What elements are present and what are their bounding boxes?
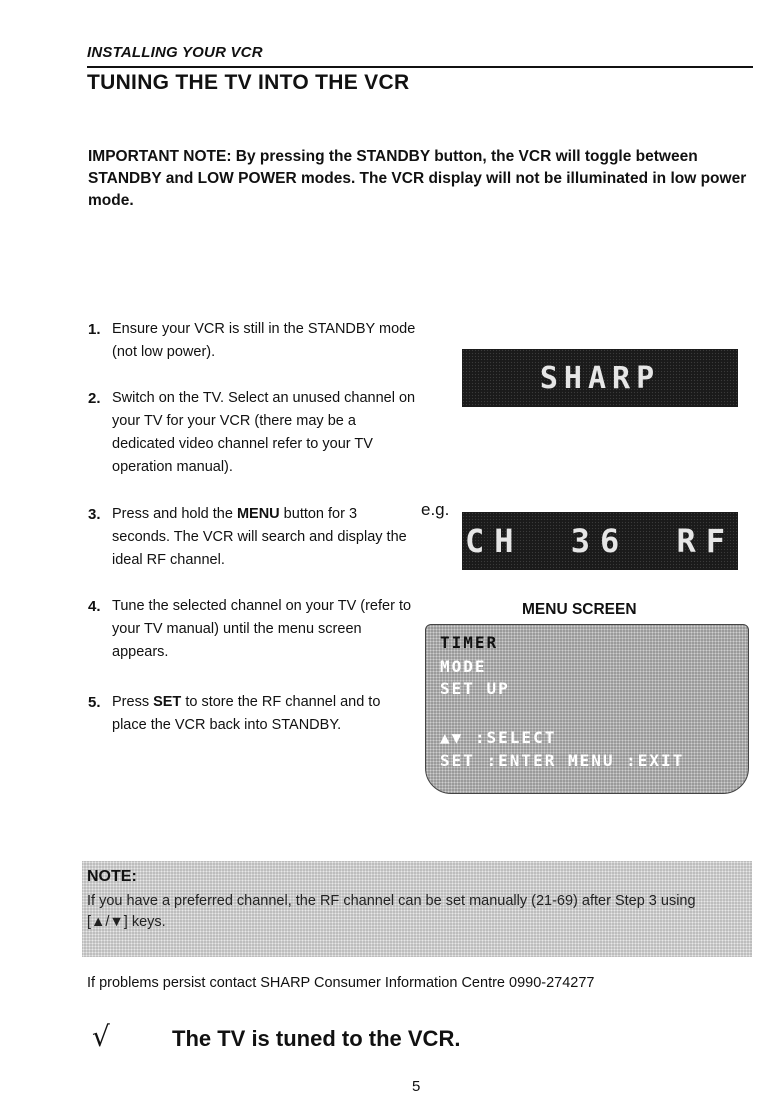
page-title: TUNING THE TV INTO THE VCR bbox=[87, 71, 410, 94]
menu-item-mode: MODE bbox=[440, 657, 487, 676]
menu-key-label: MENU bbox=[236, 506, 280, 522]
step-text-pre: Press bbox=[112, 694, 154, 710]
step-5 bbox=[88, 691, 418, 737]
step-text bbox=[112, 503, 418, 572]
menu-hint-enter-exit: SET :ENTER MENU :EXIT bbox=[440, 751, 685, 770]
menu-screen-title: MENU SCREEN bbox=[522, 601, 637, 618]
step-4 bbox=[88, 595, 418, 664]
step-number: 2. bbox=[88, 390, 101, 407]
step-number: 1. bbox=[88, 321, 101, 338]
step-text-post: button for 3 seconds. The VCR will search and display the ideal RF channel. bbox=[112, 506, 407, 568]
menu-item-timer: TIMER bbox=[440, 633, 499, 652]
menu-hint-select: ▲▼ :SELECT bbox=[440, 728, 557, 747]
section-label: INSTALLING YOUR VCR bbox=[87, 44, 263, 61]
page-number: 5 bbox=[412, 1078, 421, 1095]
step-text: Ensure your VCR is still in the STANDBY mode (not low power). bbox=[112, 321, 416, 360]
header-rule bbox=[87, 66, 753, 68]
closing-statement: The TV is tuned to the VCR. bbox=[172, 1026, 461, 1051]
note-text: If you have a preferred channel, the RF channel can be set manually (21-69) after Step 3 using [▲/▼] keys. bbox=[87, 893, 696, 930]
step-3 bbox=[88, 503, 418, 572]
menu-item-setup: SET UP bbox=[440, 679, 510, 698]
step-text: Tune the selected channel on your TV (refer to your TV manual) until the menu screen appears. bbox=[112, 598, 412, 660]
contact-info: If problems persist contact SHARP Consumer Information Centre 0990-274277 bbox=[87, 975, 595, 991]
note-heading: NOTE: bbox=[87, 868, 137, 885]
step-text-post: to store the RF channel and to place the VCR back into STANDBY. bbox=[112, 694, 381, 733]
vcr-display-sharp: SHARP bbox=[462, 349, 738, 407]
example-label: e.g. bbox=[421, 500, 450, 519]
menu-screen bbox=[425, 624, 749, 794]
important-note: IMPORTANT NOTE: By pressing the STANDBY button, the VCR will toggle between STANDBY and LOW POWER modes. The VCR display will not be illuminated in low power mode. bbox=[88, 148, 747, 209]
step-1 bbox=[88, 318, 418, 364]
step-text-pre: Press and hold the bbox=[112, 506, 237, 522]
step-number: 4. bbox=[88, 598, 101, 615]
step-text: Switch on the TV. Select an unused channel on your TV for your VCR (there may be a dedicated video channel refer to your TV operation manual). bbox=[112, 390, 416, 475]
step-number: 3. bbox=[88, 506, 101, 523]
step-2 bbox=[88, 387, 418, 479]
step-number: 5. bbox=[88, 694, 101, 711]
vcr-display-channel: CH 36 RF bbox=[462, 512, 738, 570]
set-key-label: SET bbox=[153, 694, 182, 710]
checkmark-icon: √ bbox=[92, 1020, 110, 1053]
step-text bbox=[112, 691, 418, 737]
